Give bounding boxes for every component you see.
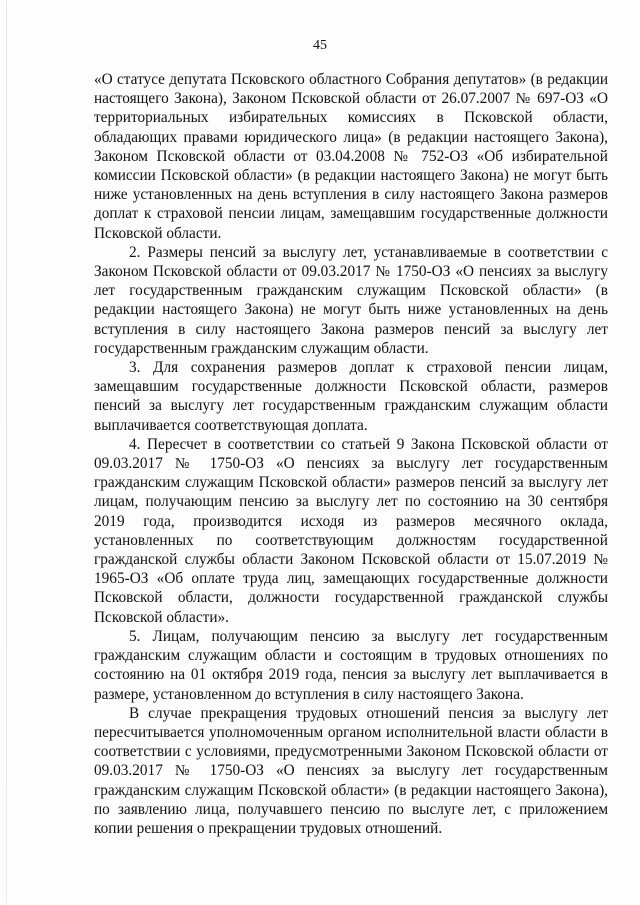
paragraph-continuation: «О статусе депутата Псковского областного Собрания депутатов» (в редакции настоящего Закона), Законом Псковской области от 26.07.2007 № 697-ОЗ «О территориальных избирательных комиссиях в Псковской области, обладающих правами юридического лица» (в редакции настоящего Закона), Законом Псковской области от 03.04.2008 № 752-ОЗ «Об избирательной комиссии Псковской области» (в редакции настоящего Закона) не могут быть ниже установленных на день вступления в силу настоящего Закона размеров доплат к страховой пенсии лицам, замещавшим государственные должности Псковской области. [94,71,608,242]
paragraph-item-4: 4. Пересчет в соответствии со статьей 9 Закона Псковской области от 09.03.2017 № 1750-ОЗ «О пенсиях за выслугу лет государственным гражданским служащим Псковской области» размеров пенсий за выслугу лет лицам, получающим пенсию за выслугу лет по состоянию на 30 сентября 2019 года, производится исходя из размеров месячного оклада, установленных по соответствующим должностям государственной гражданской службы области Законом Псковской области от 15.07.2019 № 1965-ОЗ «Об оплате труда лиц, замещающих государственные должности Псковской области, должности государственной гражданской службы Псковской области». [94,435,608,626]
document-body [94,70,608,838]
paragraph-item-3: 3. Для сохранения размеров доплат к страховой пенсии лицам, замещавшим государственные должности Псковской области, размеров пенсий за выслугу лет государственным гражданским служащим области выплачивается соответствующая доплата. [94,359,608,434]
scan-edge-line [6,0,7,905]
paragraph-item-5: 5. Лицам, получающим пенсию за выслугу лет государственным гражданским служащим области и состоящим в трудовых отношениях по состоянию на 01 октября 2019 года, пенсия за выслугу лет выплачивается в размере, установленном до вступления в силу настоящего Закона. [94,627,608,703]
paragraph-item-2: 2. Размеры пенсий за выслугу лет, устанавливаемые в соответствии с Законом Псковской области от 09.03.2017 № 1750-ОЗ «О пенсиях за выслугу лет государственным гражданским служащим Псковской области» (в редакции настоящего Закона) не могут быть ниже установленных на день вступления в силу настоящего Закона размеров пенсий за выслугу лет государственным гражданским служащим области. [94,243,608,357]
paragraph-item-5-continuation: В случае прекращения трудовых отношений пенсия за выслугу лет пересчитывается уполномоченным органом исполнительной власти области в соответствии с условиями, предусмотренными Законом Псковской области от 09.03.2017 № 1750-ОЗ «О пенсиях за выслугу лет государственным гражданским служащим Псковской области» (в редакции настоящего Закона), по заявлению лица, получавшего пенсию по выслуге лет, с приложением копии решения о прекращении трудовых отношений. [94,704,608,837]
page-number: 45 [313,38,327,53]
